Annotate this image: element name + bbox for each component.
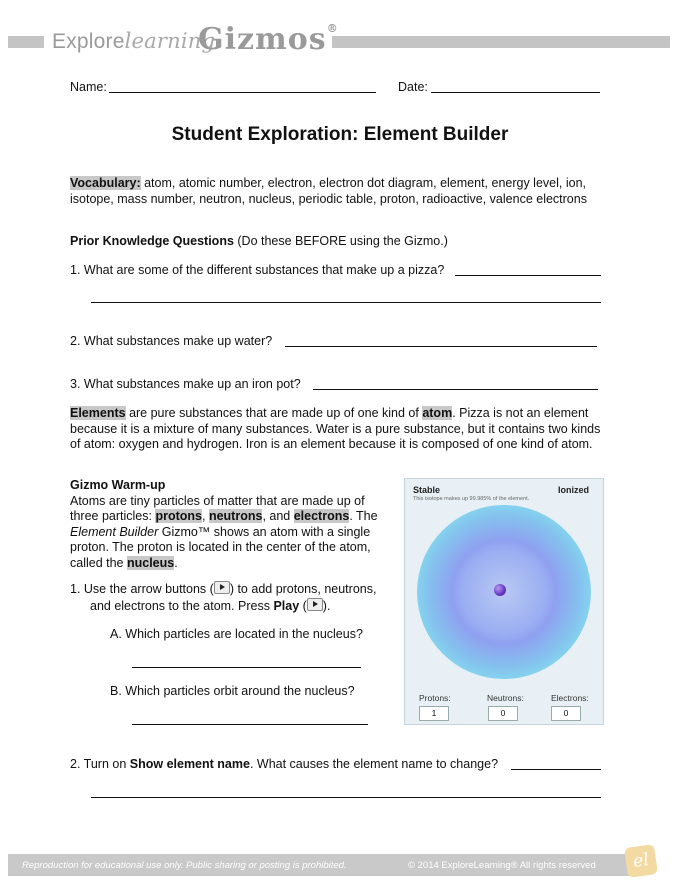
vocabulary-label: Vocabulary: (70, 176, 141, 190)
arrow-button-icon (214, 581, 230, 594)
answer-line[interactable] (285, 346, 597, 347)
isotope-note: This isotope makes up 99.985% of the element. (413, 496, 530, 502)
footer-copyright: © 2014 ExploreLearning® All rights reserved (408, 860, 596, 871)
protons-label: Protons: (419, 693, 451, 703)
answer-line[interactable] (511, 769, 601, 770)
protons-value: 1 (419, 706, 449, 721)
answer-line[interactable] (313, 389, 598, 390)
explorelearning-logo: el (624, 844, 658, 878)
prior-question-1: 1. What are some of the different substances that make up a pizza? (70, 263, 445, 277)
date-field[interactable] (431, 92, 600, 93)
brand-gizmos: Gizmos® (198, 22, 339, 57)
ionized-label: Ionized (558, 485, 589, 495)
electrons-value: 0 (551, 706, 581, 721)
answer-line[interactable] (132, 667, 361, 668)
name-field[interactable] (109, 92, 376, 93)
answer-line[interactable] (455, 275, 601, 276)
warmup-heading: Gizmo Warm-up (70, 478, 166, 492)
warmup-question-2: 2. Turn on Show element name. What causes the element name to change? (70, 757, 499, 771)
nucleus-proton (494, 584, 506, 596)
prior-question-3: 3. What substances make up an iron pot? (70, 377, 301, 391)
element-builder-screenshot (404, 478, 604, 725)
vocabulary: Vocabulary: atom, atomic number, electron, electron dot diagram, element, energy level, ion, isotope, mass number, neutron, nucleus, periodic table, proton, radioactive, valence electrons (70, 176, 587, 206)
header-bar-right (332, 36, 670, 48)
brand-explorelearning: Explorelearning (52, 29, 216, 53)
answer-line[interactable] (91, 302, 601, 303)
prior-knowledge-heading: Prior Knowledge Questions (Do these BEFORE using the Gizmo.) (70, 234, 448, 248)
neutrons-value: 0 (488, 706, 518, 721)
answer-line[interactable] (132, 724, 368, 725)
electrons-label: Electrons: (551, 693, 589, 703)
warmup-question-a: A. Which particles are located in the nucleus? (110, 627, 363, 641)
warmup-question-b: B. Which particles orbit around the nucleus? (110, 684, 355, 698)
warmup-section: Gizmo Warm-up Atoms are tiny particles of matter that are made up of three particles: protons, neutrons, and electrons. The Element Builder Gizmo™ shows an atom with a single proton. The proton is located in the center of the atom, called the nucleus. (70, 478, 378, 570)
date-label: Date: (398, 80, 428, 94)
page-title: Student Exploration: Element Builder (171, 124, 509, 145)
stable-label: Stable (413, 485, 441, 495)
neutrons-label: Neutrons: (487, 693, 524, 703)
name-label: Name: (70, 80, 107, 94)
header-bar-left (8, 36, 44, 48)
elements-paragraph: Elements are pure substances that are made up of one kind of atom. Pizza is not an element because it is a mixture of many substances. Water is a pure substance, but it contains two kinds of atom: oxygen and hydrogen. Iron is an element because it is composed of one kind of atom. (70, 406, 601, 451)
footer-notice: Reproduction for educational use only. Public sharing or posting is prohibited. (22, 860, 347, 871)
answer-line[interactable] (91, 797, 601, 798)
warmup-question-1: 1. Use the arrow buttons ( ) to add protons, neutrons, and electrons to the atom. Press Play ( ). (70, 582, 377, 613)
play-button-icon (307, 598, 323, 611)
prior-question-2: 2. What substances make up water? (70, 334, 273, 348)
